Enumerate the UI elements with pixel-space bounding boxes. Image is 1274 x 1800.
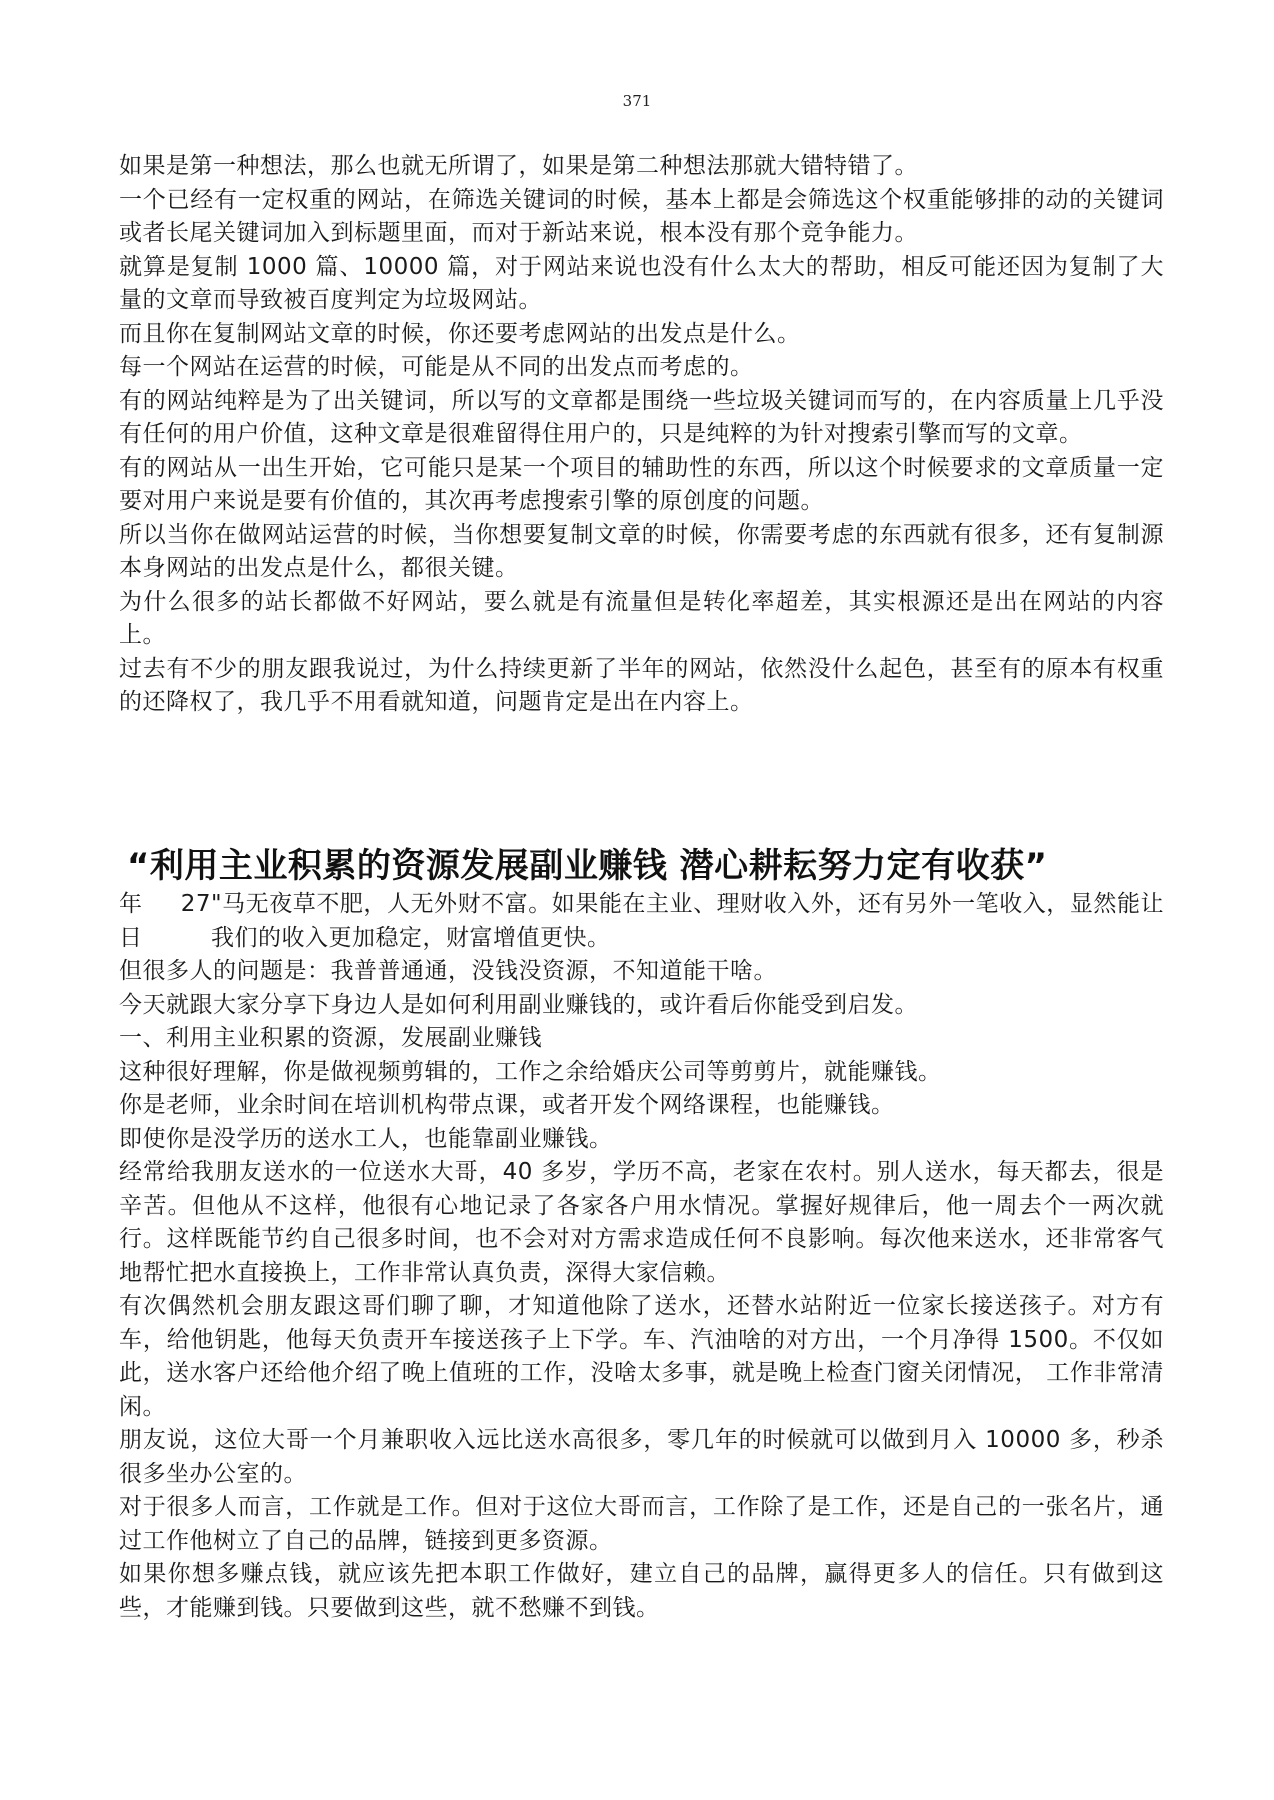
intro-paragraph [119,888,1164,955]
paragraph: 每一个网站在运营的时候，可能是从不同的出发点而考虑的。 [119,354,754,380]
section-one-body [119,150,1164,720]
paragraph: 但很多人的问题是：我普普通通，没钱没资源，不知道能干啥。 [119,958,777,984]
paragraph: 如果你想多赚点钱，就应该先把本职工作做好，建立自己的品牌，赢得更多人的信任。只有做到这些，才能赚到钱。只要做到这些，就不愁赚不到钱。 [119,1561,1164,1621]
page-number: 371 [622,92,652,110]
intro-text: "马无夜草不肥，人无外财不富。如果能在主业、理财收入外，还有另外一笔收入，显然能让我们的收入更加稳定，财富增值更快。 [211,891,1164,951]
paragraph: 对于很多人而言，工作就是工作。但对于这位大哥而言，工作除了是工作，还是自己的一张名片，通过工作他树立了自己的品牌，链接到更多资源。 [119,1494,1164,1554]
paragraph: 即使你是没学历的送水工人，也能靠副业赚钱。 [119,1125,613,1152]
paragraph: 一个已经有一定权重的网站，在筛选关键词的时候，基本上都是会筛选这个权重能够排的动的关键词或者长尾关键词加入到标题里面，而对于新站来说，根本没有那个竞争能力。 [119,186,1164,246]
paragraph: 你是老师，业余时间在培训机构带点课，或者开发个网络课程，也能赚钱。 [119,1092,895,1118]
date-label: 年 27 日 [119,891,211,951]
paragraph: 有次偶然机会朋友跟这哥们聊了聊，才知道他除了送水，还替水站附近一位家长接送孩子。对方有车，给他钥匙，他每天负责开车接送孩子上下学。车、汽油啥的对方出，一个月净得 1500。不仅如此，送水客户还给他介绍了晚上值班的工作，没啥太多事，就是晚上检查门窗关闭情况， 工作非常清闲。 [119,1293,1164,1420]
paragraph: 这种很好理解，你是做视频剪辑的，工作之余给婚庆公司等剪剪片，就能赚钱。 [119,1058,942,1085]
paragraph: 而且你在复制网站文章的时候，你还要考虑网站的出发点是什么。 [119,320,801,347]
paragraph: 朋友说，这位大哥一个月兼职收入远比送水高很多，零几年的时候就可以做到月入 10000 多，秒杀很多坐办公室的。 [119,1427,1164,1487]
paragraph: 过去有不少的朋友跟我说过，为什么持续更新了半年的网站，依然没什么起色，甚至有的原本有权重的还降权了，我几乎不用看就知道，问题肯定是出在内容上。 [119,655,1164,715]
paragraph: 如果是第一种想法，那么也就无所谓了，如果是第二种想法那就大错特错了。 [119,153,918,179]
article-body [119,888,1164,1625]
article-title: “利用主业积累的资源发展副业赚钱 潜心耕耘努力定有收获” [127,846,1048,886]
paragraph: 所以当你在做网站运营的时候，当你想要复制文章的时候，你需要考虑的东西就有很多，还有复制源本身网站的出发点是什么，都很关键。 [119,521,1164,581]
paragraph: 经常给我朋友送水的一位送水大哥，40 多岁，学历不高，老家在农村。别人送水，每天都去，很是辛苦。但他从不这样，他很有心地记录了各家各户用水情况。掌握好规律后，他一周去个一两次就行。这样既能节约自己很多时间，也不会对对方需求造成任何不良影响。每次他来送水，还非常客气地帮忙把水直接换上，工作非常认真负责，深得大家信赖。 [119,1159,1164,1286]
paragraph: 就算是复制 1000 篇、10000 篇，对于网站来说也没有什么太大的帮助，相反可能还因为复制了大量的文章而导致被百度判定为垃圾网站。 [119,253,1164,313]
section-heading: 一、利用主业积累的资源，发展副业赚钱 [119,1025,542,1051]
paragraph: 有的网站从一出生开始，它可能只是某一个项目的辅助性的东西，所以这个时候要求的文章质量一定要对用户来说是要有价值的，其次再考虑搜索引擎的原创度的问题。 [119,454,1164,514]
paragraph: 今天就跟大家分享下身边人是如何利用副业赚钱的，或许看后你能受到启发。 [119,991,918,1018]
paragraph: 为什么很多的站长都做不好网站，要么就是有流量但是转化率超差，其实根源还是出在网站的内容上。 [119,588,1164,648]
paragraph: 有的网站纯粹是为了出关键词，所以写的文章都是围绕一些垃圾关键词而写的，在内容质量上几乎没有任何的用户价值，这种文章是很难留得住用户的，只是纯粹的为针对搜索引擎而写的文章。 [119,387,1164,447]
